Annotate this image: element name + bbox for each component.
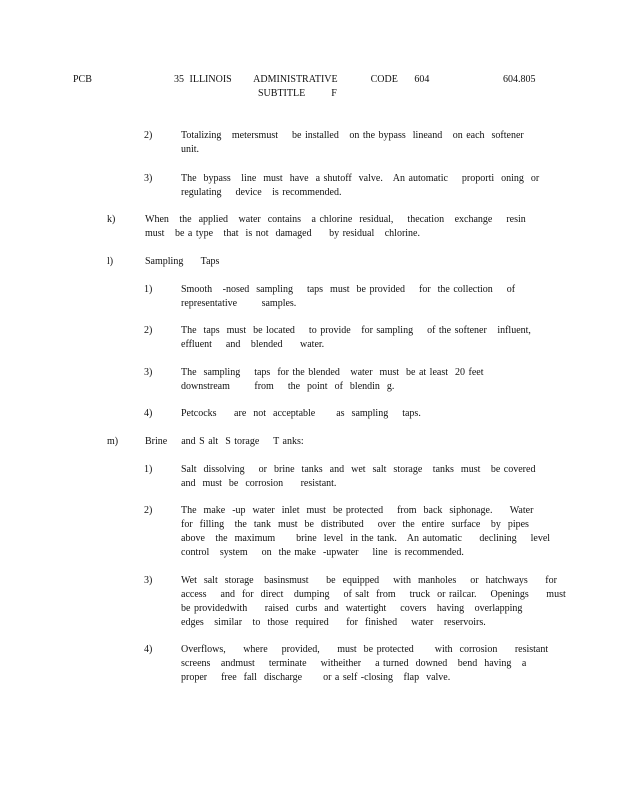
item-marker: 1)	[144, 284, 153, 295]
item-line: The make -up water inlet must be protected from back siphonage. Water	[181, 505, 534, 516]
item-line: edges similar to those required for finished water reservoirs.	[181, 617, 486, 628]
item-line: Sampling Taps	[145, 256, 220, 267]
item-text	[181, 283, 515, 311]
item-line: Wet salt storage basinsmust be equipped with manholes or hatchways for	[181, 575, 557, 586]
item-line: for filling the tank must be distributed over the entire surface by pipes	[181, 519, 529, 530]
item-marker: m)	[107, 436, 119, 447]
item-line: screens andmust terminate witheither a turned downed bend having a	[181, 658, 527, 669]
item-marker: 2)	[144, 325, 153, 336]
item-line: When the applied water contains a chlorine residual, thecation exchange resin	[145, 214, 526, 225]
item-marker: 3)	[144, 367, 153, 378]
item-marker: 4)	[144, 644, 153, 655]
item-line: representative samples.	[181, 298, 297, 309]
item-line: downstream from the point of blendin g.	[181, 381, 395, 392]
item-line: The taps must be located to provide for sampling of the softener influent,	[181, 325, 531, 336]
item-line: above the maximum brine level in the tank. An automatic declining level	[181, 533, 551, 544]
item-marker: 1)	[144, 464, 153, 475]
header-section-number: 604.805	[503, 74, 536, 85]
item-line: Totalizing metersmust be installed on the bypass lineand on each softener	[181, 130, 524, 141]
item-line: be providedwith raised curbs and watertight covers having overlapping	[181, 603, 523, 614]
item-text	[181, 407, 421, 421]
item-marker: k)	[107, 214, 116, 225]
item-text	[181, 504, 550, 560]
item-text	[181, 574, 566, 630]
item-line: Overflows, where provided, must be protected with corrosion resistant	[181, 644, 549, 655]
section-heading	[145, 255, 219, 269]
item-marker: 2)	[144, 130, 153, 141]
item-line: unit.	[181, 144, 200, 155]
item-marker: 3)	[144, 173, 153, 184]
item-text	[181, 366, 483, 394]
item-text	[181, 172, 539, 200]
item-line: and must be corrosion resistant.	[181, 478, 337, 489]
item-marker: 2)	[144, 505, 153, 516]
header-left: PCB	[73, 74, 92, 85]
item-marker: 3)	[144, 575, 153, 586]
item-text	[181, 129, 524, 157]
header-title: 35 ILLINOIS ADMINISTRATIVE CODE 604	[174, 74, 430, 85]
header-subtitle: SUBTITLE F	[258, 88, 337, 99]
item-line: Petcocks are not acceptable as sampling taps.	[181, 408, 421, 419]
item-line: Brine and S alt S torage T anks:	[145, 436, 304, 447]
item-line: Smooth -nosed sampling taps must be provided for the collection of	[181, 284, 516, 295]
item-line: regulating device is recommended.	[181, 187, 342, 198]
item-text	[181, 643, 548, 685]
item-text	[145, 213, 526, 241]
item-marker: 4)	[144, 408, 153, 419]
item-line: control system on the make -upwater line is recommended.	[181, 547, 464, 558]
item-line: proper free fall discharge or a self -closing flap valve.	[181, 672, 451, 683]
item-line: The bypass line must have a shutoff valve. An automatic proporti oning or	[181, 173, 540, 184]
item-text	[181, 463, 535, 491]
item-line: Salt dissolving or brine tanks and wet salt storage tanks must be covered	[181, 464, 536, 475]
section-heading	[145, 435, 304, 449]
item-line: effluent and blended water.	[181, 339, 325, 350]
item-text	[181, 324, 531, 352]
item-marker: l)	[107, 256, 114, 267]
item-line: access and for direct dumping of salt from truck or railcar. Openings must	[181, 589, 566, 600]
item-line: must be a type that is not damaged by residual chlorine.	[145, 228, 420, 239]
item-line: The sampling taps for the blended water must be at least 20 feet	[181, 367, 484, 378]
